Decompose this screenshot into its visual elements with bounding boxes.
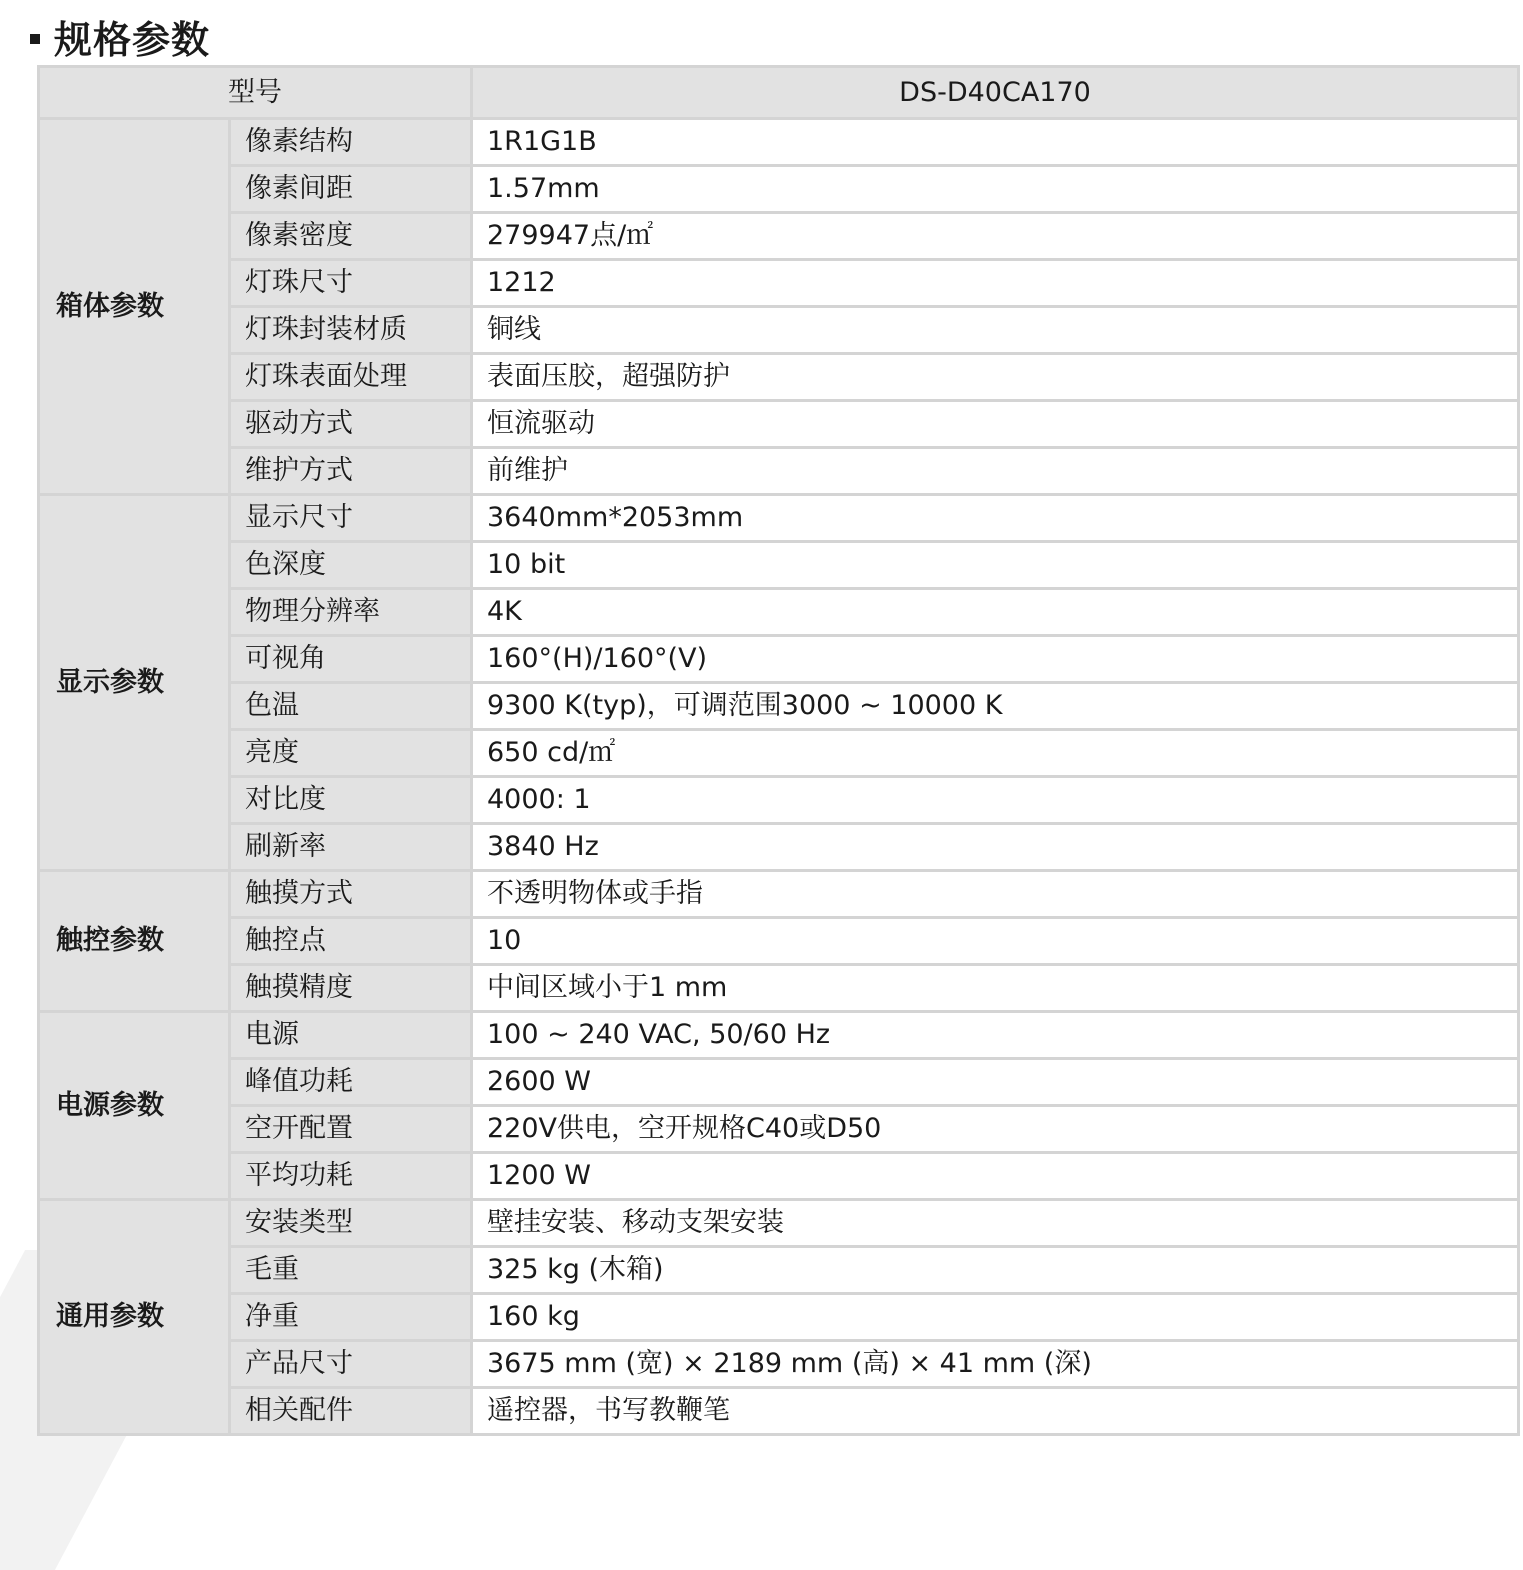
spec-label-cell: 像素间距 xyxy=(230,166,472,213)
spec-label-cell: 空开配置 xyxy=(230,1106,472,1153)
table-row xyxy=(39,730,1519,777)
spec-value-cell: 10 xyxy=(472,918,1519,965)
table-row xyxy=(39,1388,1519,1435)
spec-label-cell: 净重 xyxy=(230,1294,472,1341)
spec-value-cell: 4000: 1 xyxy=(472,777,1519,824)
table-row xyxy=(39,542,1519,589)
table-row xyxy=(39,1200,1519,1247)
table-row xyxy=(39,824,1519,871)
group-name-cell: 显示参数 xyxy=(39,495,230,871)
spec-label-cell: 灯珠封装材质 xyxy=(230,307,472,354)
square-bullet-icon xyxy=(30,34,40,44)
spec-value-cell: 100 ~ 240 VAC, 50/60 Hz xyxy=(472,1012,1519,1059)
table-row xyxy=(39,166,1519,213)
spec-value-cell: 中间区域小于1 mm xyxy=(472,965,1519,1012)
table-row xyxy=(39,1341,1519,1388)
model-value: DS-D40CA170 xyxy=(472,67,1519,119)
table-row xyxy=(39,871,1519,918)
spec-value-cell: 160°(H)/160°(V) xyxy=(472,636,1519,683)
spec-label-cell: 触摸方式 xyxy=(230,871,472,918)
group-name-cell: 箱体参数 xyxy=(39,119,230,495)
spec-table-body xyxy=(39,119,1519,1435)
spec-table xyxy=(37,65,1520,1436)
spec-label-cell: 色深度 xyxy=(230,542,472,589)
table-header-row xyxy=(39,67,1519,119)
spec-label-cell: 色温 xyxy=(230,683,472,730)
spec-value-cell: 3640mm*2053mm xyxy=(472,495,1519,542)
spec-label-cell: 毛重 xyxy=(230,1247,472,1294)
spec-value-cell: 160 kg xyxy=(472,1294,1519,1341)
spec-value-cell: 遥控器，书写教鞭笔 xyxy=(472,1388,1519,1435)
spec-value-cell: 3840 Hz xyxy=(472,824,1519,871)
section-title xyxy=(30,8,210,64)
spec-value-cell: 不透明物体或手指 xyxy=(472,871,1519,918)
spec-value-cell: 220V供电，空开规格C40或D50 xyxy=(472,1106,1519,1153)
table-row xyxy=(39,401,1519,448)
spec-label-cell: 物理分辨率 xyxy=(230,589,472,636)
spec-value-cell: 3675 mm (宽) × 2189 mm (高) × 41 mm (深) xyxy=(472,1341,1519,1388)
table-row xyxy=(39,1153,1519,1200)
spec-label-cell: 像素结构 xyxy=(230,119,472,166)
spec-label-cell: 相关配件 xyxy=(230,1388,472,1435)
table-row xyxy=(39,448,1519,495)
table-row xyxy=(39,213,1519,260)
table-row xyxy=(39,777,1519,824)
spec-label-cell: 维护方式 xyxy=(230,448,472,495)
spec-label-cell: 电源 xyxy=(230,1012,472,1059)
table-row xyxy=(39,918,1519,965)
spec-label-cell: 驱动方式 xyxy=(230,401,472,448)
spec-value-cell: 1200 W xyxy=(472,1153,1519,1200)
spec-value-cell: 2600 W xyxy=(472,1059,1519,1106)
spec-value-cell: 9300 K(typ)，可调范围3000 ~ 10000 K xyxy=(472,683,1519,730)
spec-label-cell: 刷新率 xyxy=(230,824,472,871)
spec-value-cell: 1R1G1B xyxy=(472,119,1519,166)
spec-label-cell: 灯珠尺寸 xyxy=(230,260,472,307)
table-row xyxy=(39,260,1519,307)
spec-label-cell: 峰值功耗 xyxy=(230,1059,472,1106)
table-row xyxy=(39,636,1519,683)
spec-label-cell: 可视角 xyxy=(230,636,472,683)
spec-label-cell: 安装类型 xyxy=(230,1200,472,1247)
spec-value-cell: 279947点/㎡ xyxy=(472,213,1519,260)
table-row xyxy=(39,589,1519,636)
spec-value-cell: 4K xyxy=(472,589,1519,636)
spec-value-cell: 前维护 xyxy=(472,448,1519,495)
spec-label-cell: 产品尺寸 xyxy=(230,1341,472,1388)
spec-value-cell: 恒流驱动 xyxy=(472,401,1519,448)
spec-value-cell: 壁挂安装、移动支架安装 xyxy=(472,1200,1519,1247)
table-row xyxy=(39,1247,1519,1294)
spec-label-cell: 平均功耗 xyxy=(230,1153,472,1200)
group-name-cell: 通用参数 xyxy=(39,1200,230,1435)
table-row xyxy=(39,683,1519,730)
group-name-cell: 触控参数 xyxy=(39,871,230,1012)
spec-value-cell: 铜线 xyxy=(472,307,1519,354)
spec-label-cell: 亮度 xyxy=(230,730,472,777)
table-row xyxy=(39,1106,1519,1153)
model-label: 型号 xyxy=(39,67,472,119)
spec-label-cell: 对比度 xyxy=(230,777,472,824)
page-title: 规格参数 xyxy=(54,17,211,62)
spec-value-cell: 表面压胶，超强防护 xyxy=(472,354,1519,401)
table-row xyxy=(39,1059,1519,1106)
spec-value-cell: 1212 xyxy=(472,260,1519,307)
spec-value-cell: 1.57mm xyxy=(472,166,1519,213)
table-row xyxy=(39,495,1519,542)
table-row xyxy=(39,354,1519,401)
table-row xyxy=(39,119,1519,166)
table-row xyxy=(39,965,1519,1012)
table-row xyxy=(39,1294,1519,1341)
spec-label-cell: 像素密度 xyxy=(230,213,472,260)
spec-label-cell: 显示尺寸 xyxy=(230,495,472,542)
spec-label-cell: 触摸精度 xyxy=(230,965,472,1012)
spec-value-cell: 325 kg (木箱) xyxy=(472,1247,1519,1294)
spec-label-cell: 灯珠表面处理 xyxy=(230,354,472,401)
spec-value-cell: 10 bit xyxy=(472,542,1519,589)
table-row xyxy=(39,1012,1519,1059)
spec-value-cell: 650 cd/㎡ xyxy=(472,730,1519,777)
spec-label-cell: 触控点 xyxy=(230,918,472,965)
table-row xyxy=(39,307,1519,354)
group-name-cell: 电源参数 xyxy=(39,1012,230,1200)
